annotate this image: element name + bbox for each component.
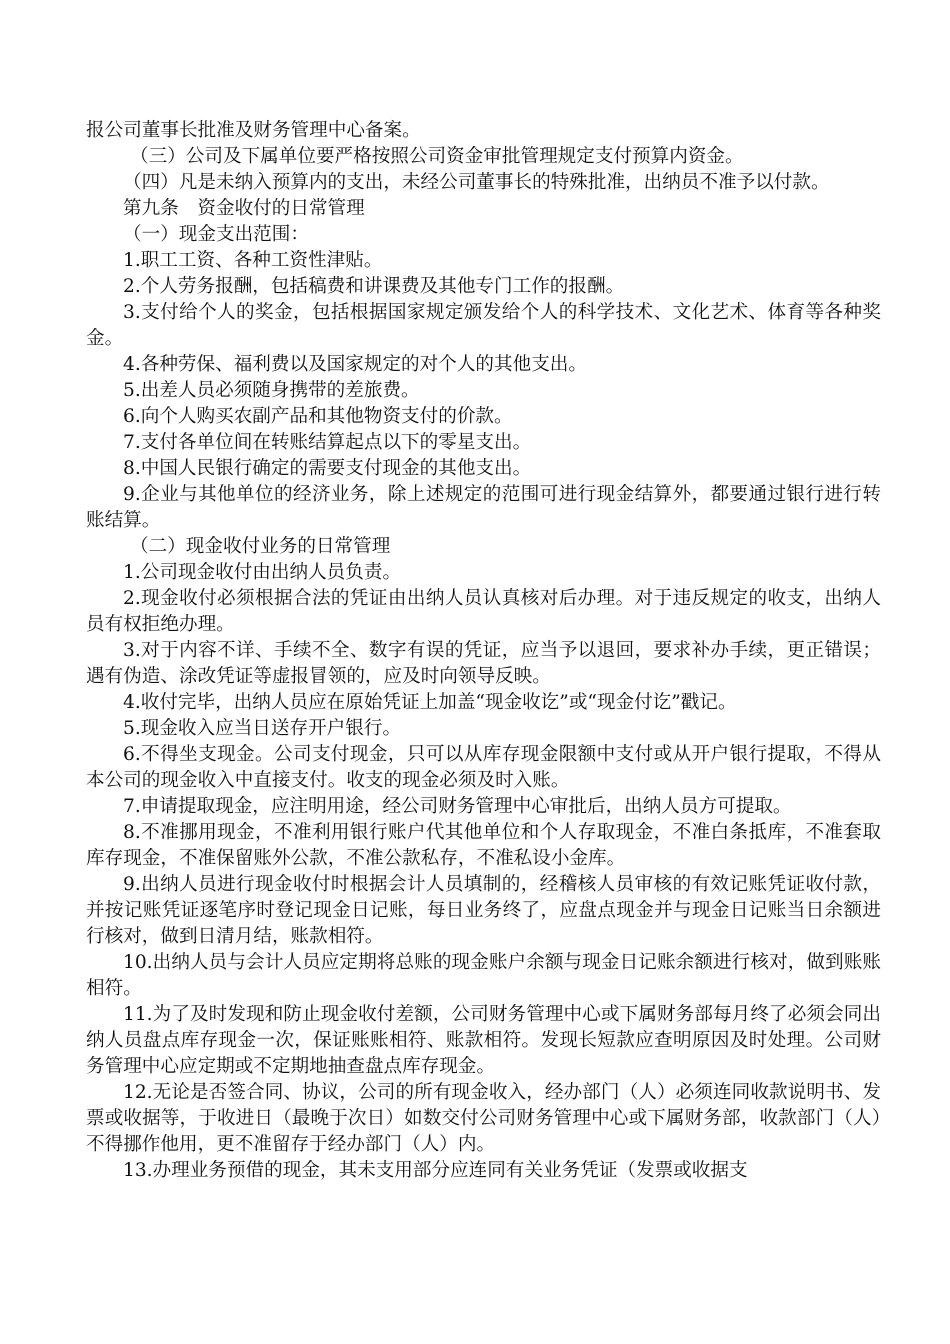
paragraph: 6.向个人购买农副产品和其他物资支付的价款。 (123, 406, 513, 427)
paragraph: 4.各种劳保、福利费以及国家规定的对个人的其他支出。 (123, 354, 587, 375)
paragraph: 7.申请提取现金，应注明用途，经公司财务管理中心审批后，出纳人员方可提取。 (123, 796, 792, 817)
paragraph: 10.出纳人员与会计人员应定期将总账的现金账户余额与现金日记账余额进行核对，做到账账相符。 (86, 952, 881, 999)
article-heading: 第九条 资金收付的日常管理 (123, 198, 365, 219)
paragraph: 7.支付各单位间在转账结算起点以下的零星支出。 (123, 432, 532, 453)
paragraph: 9.出纳人员进行现金收付时根据会计人员填制的，经稽核人员审核的有效记账凭证收付款，并按记账凭证逐笔序时登记现金日记账，每日业务终了，应盘点现金并与现金日记账当日余额进行核对，做到日清月结，账款相符。 (86, 874, 881, 947)
paragraph: 5.现金收入应当日送存开户银行。 (123, 718, 402, 739)
paragraph: 9.企业与其他单位的经济业务，除上述规定的范围可进行现金结算外，都要通过银行进行转账结算。 (86, 484, 881, 531)
paragraph: 1.公司现金收付由出纳人员负责。 (123, 562, 402, 583)
paragraph: 2.个人劳务报酬，包括稿费和讲课费及其他专门工作的报酬。 (123, 276, 625, 297)
document-page (86, 118, 881, 1184)
paragraph: （三）公司及下属单位要严格按照公司资金审批管理规定支付预算内资金。 (130, 146, 744, 167)
paragraph: 11.为了及时发现和防止现金收付差额，公司财务管理中心或下属财务部每月终了必须会同出纳人员盘点库存现金一次，保证账账相符、账款相符。发现长短款应查明原因及时处理。公司财务管理中心应定期或不定期地抽查盘点库存现金。 (86, 1004, 881, 1077)
paragraph: 3.对于内容不详、手续不全、数字有误的凭证，应当予以退回，要求补办手续，更正错误；遇有伪造、涂改凭证等虚报冒领的，应及时向领导反映。 (86, 640, 881, 687)
paragraph: 8.不准挪用现金，不准利用银行账户代其他单位和个人存取现金，不准白条抵库，不准套取库存现金，不准保留账外公款，不准公款私存，不准私设小金库。 (86, 822, 881, 869)
paragraph: 13.办理业务预借的现金，其未支用部分应连同有关业务凭证（发票或收据支 (123, 1160, 748, 1181)
paragraph: 12.无论是否签合同、协议，公司的所有现金收入，经办部门（人）必须连同收款说明书、发票或收据等，于收进日（最晚于次日）如数交付公司财务管理中心或下属财务部，收款部门（人）不得挪作他用，更不准留存于经办部门（人）内。 (86, 1082, 881, 1155)
paragraph: （四）凡是未纳入预算内的支出，未经公司董事长的特殊批准，出纳员不准予以付款。 (123, 172, 830, 193)
paragraph: （二）现金收付业务的日常管理 (130, 536, 391, 557)
paragraph: 4.收付完毕，出纳人员应在原始凭证上加盖“现金收讫”或“现金付讫”戳记。 (123, 692, 737, 713)
paragraph: 6.不得坐支现金。公司支付现金，只可以从库存现金限额中支付或从开户银行提取，不得从本公司的现金收入中直接支付。收支的现金必须及时入账。 (86, 744, 881, 791)
paragraph: （一）现金支出范围： (123, 224, 309, 245)
paragraph: 1.职工工资、各种工资性津贴。 (123, 250, 383, 271)
paragraph: 报公司董事长批准及财务管理中心备案。 (86, 120, 421, 141)
paragraph: 8.中国人民银行确定的需要支付现金的其他支出。 (123, 458, 532, 479)
paragraph: 3.支付给个人的奖金，包括根据国家规定颁发给个人的科学技术、文化艺术、体育等各种奖金。 (86, 302, 881, 349)
paragraph: 2.现金收付必须根据合法的凭证由出纳人员认真核对后办理。对于违反规定的收支，出纳人员有权拒绝办理。 (86, 588, 881, 635)
paragraph: 5.出差人员必须随身携带的差旅费。 (123, 380, 420, 401)
